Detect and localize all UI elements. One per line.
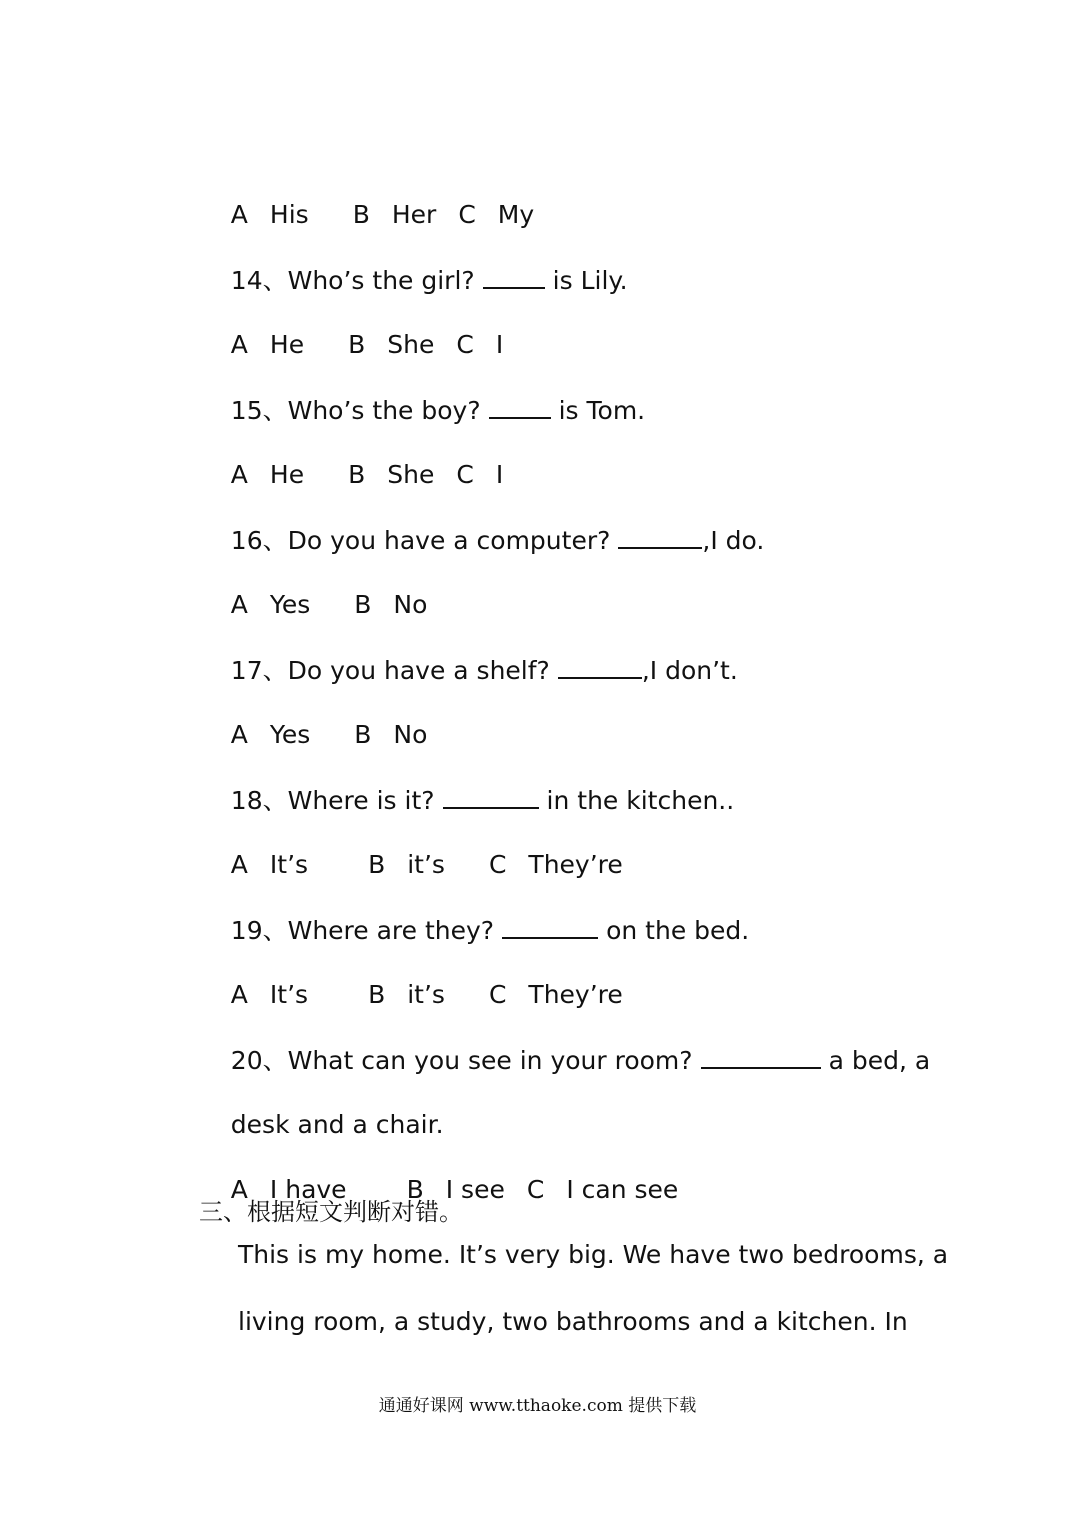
question-number: 17、 — [230, 656, 288, 685]
answer-blank[interactable] — [443, 785, 539, 809]
option-letter: B — [368, 980, 386, 1009]
option-letter: B — [354, 720, 372, 749]
question-after: on the bed. — [606, 916, 750, 945]
option-text: No — [393, 720, 428, 749]
answer-blank[interactable] — [502, 915, 598, 939]
question-continuation: desk and a chair. — [230, 1110, 444, 1139]
option-letter: C — [488, 850, 507, 879]
option-letter: A — [230, 200, 248, 229]
option-letter: A — [230, 330, 248, 359]
option-text: I have — [269, 1175, 347, 1204]
option-text: My — [497, 200, 535, 229]
option-letter: A — [230, 980, 248, 1009]
option-text: She — [387, 330, 435, 359]
answer-blank[interactable] — [701, 1045, 821, 1069]
question-number: 15、 — [230, 396, 288, 425]
option-text: it’s — [407, 850, 445, 879]
question-after: ,I do. — [702, 526, 765, 555]
option-letter: A — [230, 850, 248, 879]
question-text: What can you see in your room? — [287, 1046, 693, 1075]
option-text: It’s — [269, 850, 309, 879]
option-letter: B — [348, 460, 366, 489]
question-number: 14、 — [230, 266, 288, 295]
question-after: ,I don’t. — [641, 656, 738, 685]
answer-blank[interactable] — [489, 395, 551, 419]
option-letter: C — [458, 200, 476, 229]
option-letter: B — [354, 590, 372, 619]
question-text: Who’s the boy? — [287, 396, 481, 425]
option-text: He — [269, 460, 305, 489]
passage-line: living room, a study, two bathrooms and a kitchen. In — [238, 1307, 908, 1336]
option-letter: A — [230, 590, 248, 619]
option-letter: B — [368, 850, 386, 879]
question-after: is Lily. — [552, 266, 628, 295]
option-letter: A — [230, 460, 248, 489]
question-after: is Tom. — [558, 396, 646, 425]
option-letter: B — [406, 1175, 424, 1204]
question-text: Where is it? — [287, 786, 435, 815]
option-letter: A — [230, 720, 248, 749]
page-footer: 通通好课网 www.tthaoke.com 提供下载 — [378, 1396, 697, 1416]
option-text: His — [269, 200, 309, 229]
question-number: 20、 — [230, 1046, 288, 1075]
question-number: 19、 — [230, 916, 288, 945]
option-text: Her — [391, 200, 437, 229]
answer-blank[interactable] — [558, 655, 642, 679]
answer-blank[interactable] — [618, 525, 702, 549]
question-number: 18、 — [230, 786, 288, 815]
option-letter: C — [456, 460, 474, 489]
question-after: a bed, a — [828, 1046, 931, 1075]
question-text: Who’s the girl? — [287, 266, 475, 295]
option-text: it’s — [407, 980, 445, 1009]
question-text: Do you have a shelf? — [287, 656, 550, 685]
option-text: No — [393, 590, 428, 619]
question-text: Do you have a computer? — [287, 526, 611, 555]
question-after: in the kitchen.. — [546, 786, 735, 815]
option-text: Yes — [269, 720, 311, 749]
option-letter: A — [230, 1175, 248, 1204]
answer-blank[interactable] — [483, 265, 545, 289]
option-letter: B — [352, 200, 370, 229]
option-text: They’re — [528, 980, 623, 1009]
option-letter: C — [526, 1175, 545, 1204]
section-heading: 三、根据短文判断对错。 — [199, 1198, 463, 1226]
option-letter: C — [488, 980, 507, 1009]
question-number: 16、 — [230, 526, 288, 555]
option-text: I — [495, 460, 504, 489]
option-text: It’s — [269, 980, 309, 1009]
passage-line: This is my home. It’s very big. We have two bedrooms, a — [238, 1240, 949, 1269]
option-text: They’re — [528, 850, 623, 879]
option-text: Yes — [269, 590, 311, 619]
option-letter: B — [348, 330, 366, 359]
option-text: I can see — [566, 1175, 679, 1204]
option-letter: C — [456, 330, 474, 359]
option-text: I see — [445, 1175, 505, 1204]
option-text: She — [387, 460, 435, 489]
option-text: I — [495, 330, 504, 359]
option-text: He — [269, 330, 305, 359]
question-text: Where are they? — [287, 916, 495, 945]
